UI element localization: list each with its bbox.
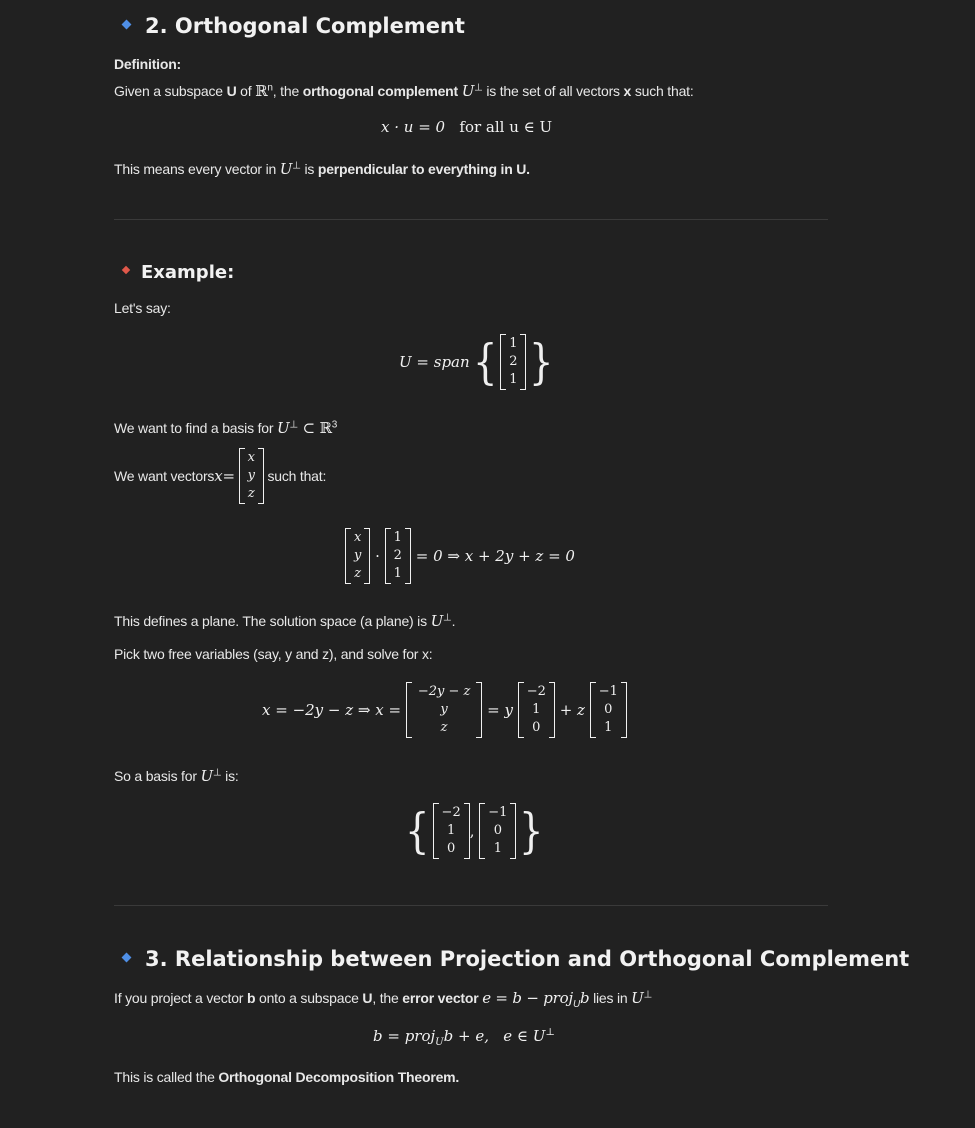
want-vectors-line: We want vectors x = x y z such that:	[114, 448, 326, 504]
example-heading: Example:	[123, 262, 234, 283]
left-brace: {	[472, 334, 498, 390]
blue-diamond-icon	[122, 19, 132, 29]
solution-basis-vector-2: −1 0 1	[590, 682, 627, 738]
red-diamond-icon	[122, 266, 130, 274]
definition-label: Definition:	[114, 56, 182, 72]
solution-vector: −2y − z y z	[406, 682, 483, 738]
basis-vector-1: −2 1 0	[433, 803, 470, 859]
xyz-vector: x y z	[239, 448, 264, 504]
span-equation: U = span { 1 2 1 }	[399, 334, 554, 390]
solution-equation: x = −2y − z ⇒ x = −2y − z y z = y −2 1 0 + z −1 0 1	[262, 682, 627, 738]
pick-free-variables-text: Pick two free variables (say, y and z), and solve for x:	[114, 646, 433, 662]
dot-product-equation: x y z · 1 2 1 = 0 ⇒ x + 2y + z = 0	[345, 528, 575, 584]
plane-text: This defines a plane. The solution space (a plane) is U⊥.	[114, 612, 456, 630]
dot-right-vector: 1 2 1	[385, 528, 411, 584]
meaning-text: This means every vector in U⊥ is perpendicular to everything in U.	[114, 160, 530, 178]
section-2-heading: 2. Orthogonal Complement	[123, 14, 465, 38]
theorem-text: This is called the Orthogonal Decomposition Theorem.	[114, 1069, 460, 1085]
section-3-heading: 3. Relationship between Projection and Orthogonal Complement	[123, 947, 909, 971]
left-brace: {	[405, 803, 430, 859]
divider	[114, 219, 828, 220]
dot-left-vector: x y z	[345, 528, 370, 584]
projection-text: If you project a vector b onto a subspace U, the error vector e = b − proj$_U$b lies in U⊥	[114, 989, 653, 1010]
span-vector: 1 2 1	[500, 334, 526, 390]
basis-vector-2: −1 0 1	[479, 803, 516, 859]
so-basis-text: So a basis for U⊥ is:	[114, 767, 239, 785]
divider	[114, 905, 828, 906]
orthogonal-condition-equation: x · u = 0 for all u ∈ U	[381, 118, 553, 136]
decomposition-equation: b = proj$_U$b + e, e ∈ U⊥	[373, 1027, 555, 1048]
basis-set: { −2 1 0 , −1 0 1 }	[405, 803, 544, 859]
right-brace: }	[519, 803, 544, 859]
solution-basis-vector-1: −2 1 0	[518, 682, 555, 738]
right-brace: }	[529, 334, 554, 390]
blue-diamond-icon	[122, 952, 132, 962]
lets-say-text: Let's say:	[114, 300, 171, 316]
definition-text: Given a subspace U of ℝ$^n$, the orthogonal complement U⊥ is the set of all vectors x such that:	[114, 82, 694, 100]
basis-goal-text: We want to find a basis for U⊥ ⊂ ℝ$^3$	[114, 419, 338, 437]
